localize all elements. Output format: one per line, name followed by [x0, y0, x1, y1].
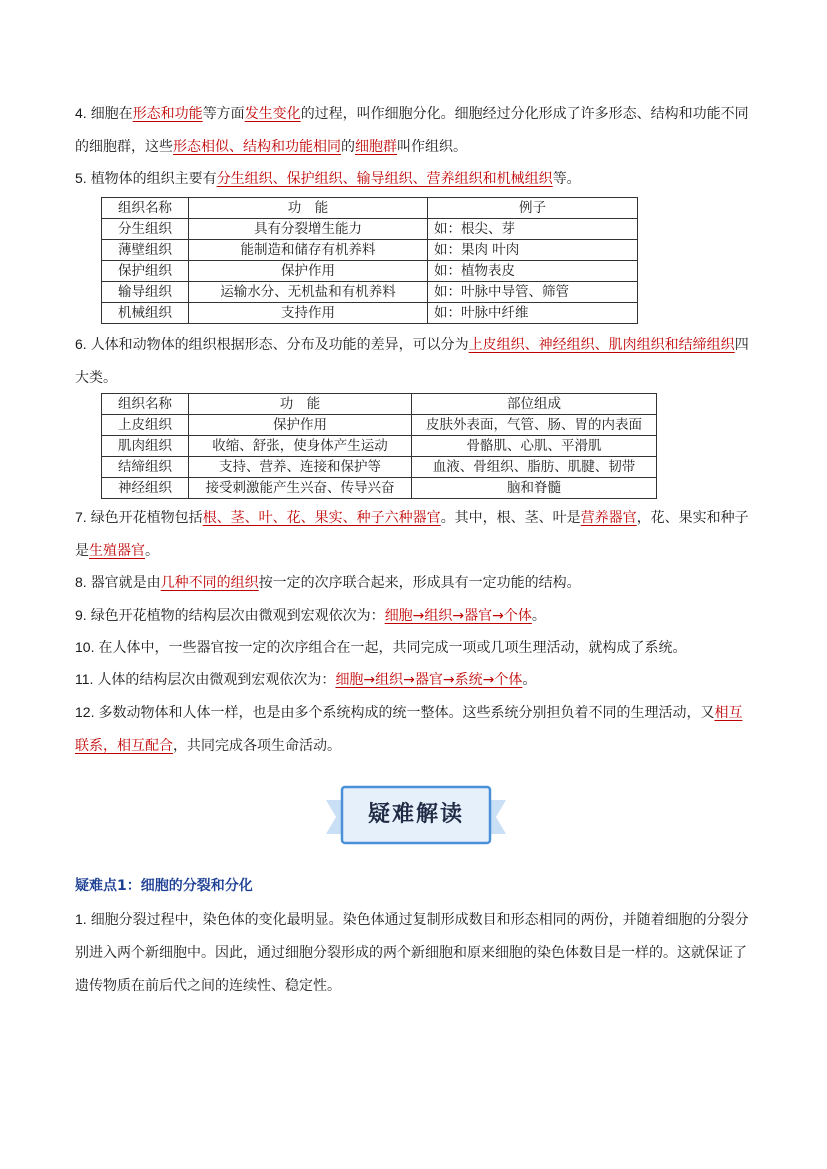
item-number: 1. [75, 911, 87, 927]
text: 植物体的组织主要有 [90, 171, 217, 187]
table-header: 部位组成 [412, 394, 657, 415]
table-row [102, 415, 657, 436]
table-header-row [102, 198, 638, 219]
plant-tissue-table [101, 197, 638, 324]
paragraph-6 [75, 328, 753, 395]
table-cell: 脑和脊髓 [412, 478, 657, 499]
text: 绿色开花植物包括 [90, 510, 203, 526]
table-cell: 支持作用 [189, 303, 428, 324]
table-cell: 肌肉组织 [102, 436, 189, 457]
text: 的过程，叫作细胞分化。细胞经过分化形成了许多形态、结构和功能不同的细胞群，这些 [75, 106, 749, 155]
text: 按一定的次序联合起来，形成具有一定功能的结构。 [258, 575, 581, 591]
answer-text: 营养器官 [580, 510, 637, 526]
text: 人体的结构层次由微观到宏观依次为： [97, 672, 336, 688]
item-number: 8. [75, 574, 87, 590]
item-number: 7. [75, 509, 87, 525]
item-number: 5. [75, 170, 87, 186]
banner-title: 疑难解读 [367, 802, 464, 827]
table-header: 组织名称 [102, 198, 189, 219]
paragraph-11 [75, 663, 753, 697]
table-cell: 保护作用 [189, 415, 412, 436]
text: 等方面 [202, 106, 245, 122]
answer-text: 几种不同的组织 [160, 575, 259, 591]
answer-text: 生殖器官 [89, 543, 145, 559]
text: 多数动物体和人体一样，也是由多个系统构成的统一整体。这些系统分别担负着不同的生理活动，又 [98, 705, 715, 721]
table-cell: 如：叶脉中导管、筛管 [428, 282, 638, 303]
answer-text: 根、茎、叶、花、果实、种子六种器官 [202, 510, 441, 526]
paragraph-7 [75, 501, 753, 568]
answer-text: 上皮组织、神经组织、肌肉组织和结缔组织 [468, 337, 735, 353]
table-row [102, 282, 638, 303]
table-row [102, 478, 657, 499]
paragraph-10 [75, 631, 753, 665]
table-header: 功 能 [189, 394, 412, 415]
animal-tissue-table [101, 393, 657, 499]
text: 叫作组织。 [397, 139, 467, 155]
answer-text: 形态相似、结构和功能相同 [173, 139, 341, 155]
text: 等。 [552, 171, 581, 187]
table-cell: 上皮组织 [102, 415, 189, 436]
table-cell: 如：根尖、芽 [428, 219, 638, 240]
table-row [102, 303, 638, 324]
section-banner [326, 784, 506, 846]
table-header-row [102, 394, 657, 415]
paragraph-9 [75, 599, 753, 633]
table-cell: 支持、营养、连接和保护等 [189, 457, 412, 478]
paragraph-12 [75, 696, 753, 763]
table-cell: 如：叶脉中纤维 [428, 303, 638, 324]
table-cell: 收缩、舒张，使身体产生运动 [189, 436, 412, 457]
text: ，花、果实和种子是 [75, 510, 749, 559]
table-cell: 薄壁组织 [102, 240, 189, 261]
table-cell: 分生组织 [102, 219, 189, 240]
text: 人体和动物体的组织根据形态、分布及功能的差异，可以分为 [90, 337, 469, 353]
item-number: 12. [75, 704, 95, 720]
paragraph-5 [75, 162, 753, 196]
table-row [102, 240, 638, 261]
table-row [102, 457, 657, 478]
table-cell: 具有分裂增生能力 [189, 219, 428, 240]
table-header: 例子 [428, 198, 638, 219]
item-number: 11. [75, 671, 94, 687]
difficulty-point-heading: 疑难点1：细胞的分裂和分化 [75, 878, 253, 894]
table-row [102, 261, 638, 282]
table-cell: 保护作用 [189, 261, 428, 282]
paragraph-8 [75, 566, 753, 600]
text: 的 [341, 139, 355, 155]
answer-text: 细胞群 [355, 139, 397, 155]
table-cell: 保护组织 [102, 261, 189, 282]
text: 。 [145, 543, 159, 559]
answer-text: 相互联系，相互配合 [75, 705, 743, 754]
text: 。其中，根、茎、叶是 [440, 510, 581, 526]
item-number: 9. [75, 607, 87, 623]
item-number: 4. [75, 105, 87, 121]
item-number: 10. [75, 639, 95, 655]
answer-text: 分生组织、保护组织、输导组织、营养组织和机械组织 [216, 171, 553, 187]
table-cell: 接受刺激能产生兴奋、传导兴奋 [189, 478, 412, 499]
table-cell: 骨骼肌、心肌、平滑肌 [412, 436, 657, 457]
table-cell: 如：植物表皮 [428, 261, 638, 282]
text: 四大类。 [75, 337, 749, 386]
answer-text: 细胞→组织→器官→系统→个体 [335, 672, 523, 688]
item-number: 6. [75, 336, 87, 352]
table-row [102, 219, 638, 240]
text: 。 [531, 608, 546, 624]
text: 器官就是由 [90, 575, 161, 591]
paragraph-4 [75, 97, 753, 164]
table-header: 组织名称 [102, 394, 189, 415]
answer-text: 细胞→组织→器官→个体 [384, 608, 532, 624]
table-cell: 结缔组织 [102, 457, 189, 478]
table-cell: 输导组织 [102, 282, 189, 303]
table-cell: 运输水分、无机盐和有机养料 [189, 282, 428, 303]
text: 。 [522, 672, 537, 688]
table-cell: 机械组织 [102, 303, 189, 324]
table-cell: 能制造和储存有机养料 [189, 240, 428, 261]
table-header: 功 能 [189, 198, 428, 219]
text: 在人体中，一些器官按一定的次序组合在一起，共同完成一项或几项生理活动，就构成了系统。 [98, 640, 687, 656]
text: 绿色开花植物的结构层次由微观到宏观依次为： [90, 608, 385, 624]
table-cell: 神经组织 [102, 478, 189, 499]
answer-text: 发生变化 [244, 106, 301, 122]
answer-text: 形态和功能 [132, 106, 203, 122]
text: 细胞分裂过程中，染色体的变化最明显。染色体通过复制形成数目和形态相同的两份，并随着细胞的分裂分别进入两个新细胞中。因此，通过细胞分裂形成的两个新细胞和原来细胞的染色体数目是一样的。这就保证了遗传物质在前后代之间的连续性、稳定性。 [75, 912, 749, 994]
text: 细胞在 [90, 106, 133, 122]
table-cell: 血液、骨组织、脂肪、肌腱、韧带 [412, 457, 657, 478]
text: ，共同完成各项生命活动。 [173, 738, 341, 754]
table-cell: 皮肤外表面，气管、肠、胃的内表面 [412, 415, 657, 436]
difficulty-point-paragraph [75, 903, 753, 1003]
table-cell: 如：果肉 叶肉 [428, 240, 638, 261]
table-row [102, 436, 657, 457]
